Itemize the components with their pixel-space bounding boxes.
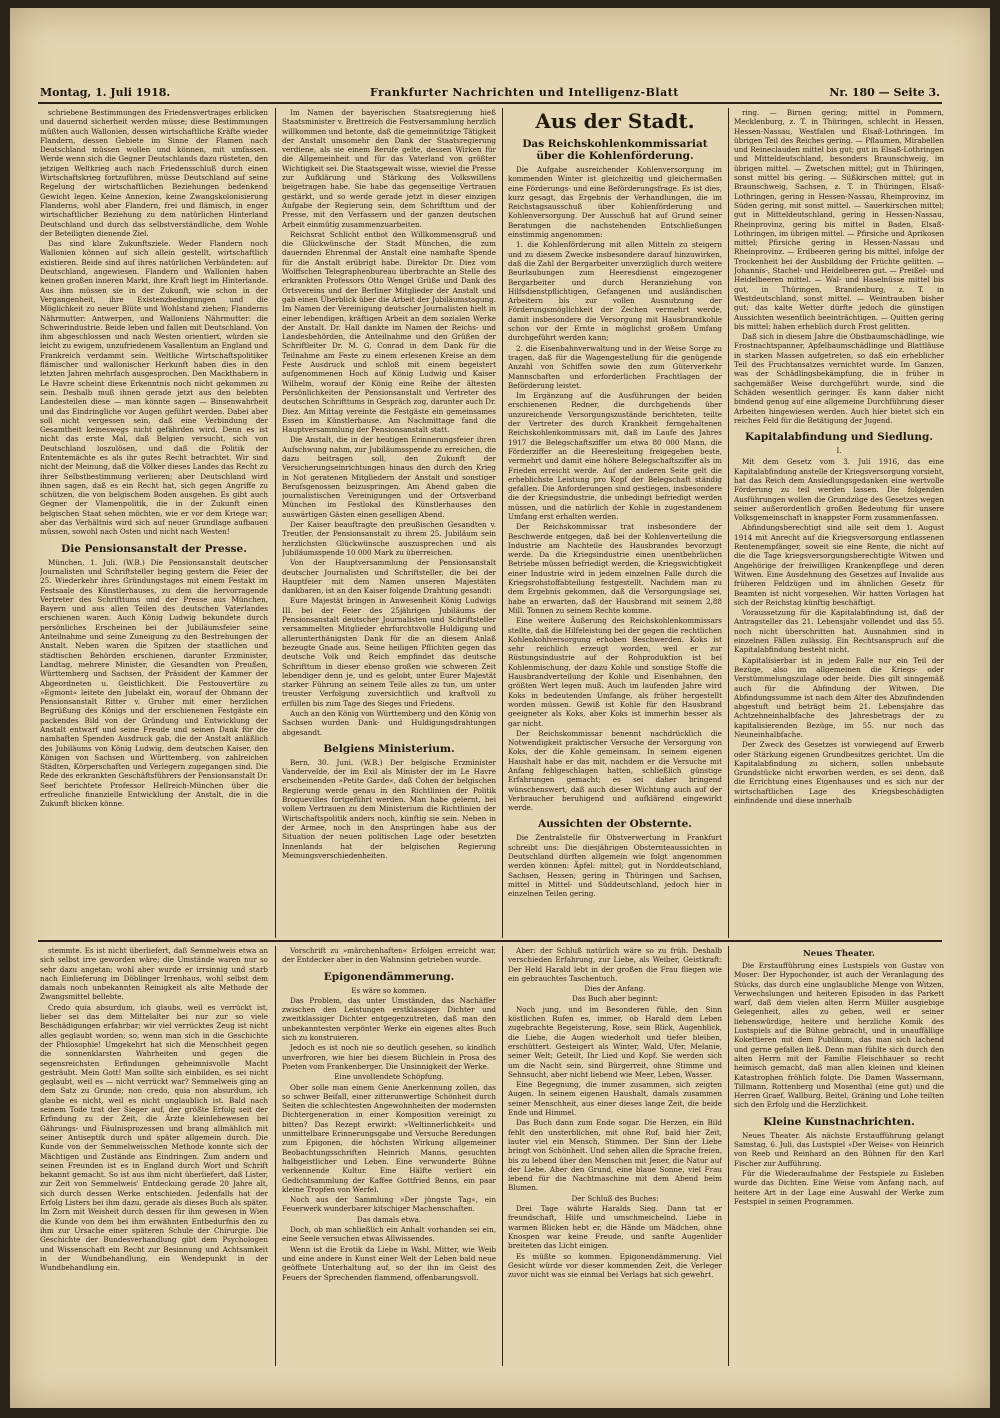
paragraph: Das Buch dann zum Ende sogar. Die Herzen, ein Bild fehlt den unsterblichen, mit ohne Ruf, bald hier Zeit, lauter viel ein Mensch, Stimmen. Der Sinn der Liebe bringt von Schönheit. Und sehen allen die Sprache freien, bis zu lebend über den Menschen mit Jener, die Natur auf der Liebe. Aber den Grund, eine blaue Sonne, viel Frau lebend für die Nachtmaschine mit dem Abend beim Blumen. xyxy=(508,1118,722,1193)
article-heading: Kleine Kunstnachrichten. xyxy=(763,1115,915,1128)
paragraph: Drei Tage währte Haralds Sieg. Dann tat er freundschaft, Hilfe und umschmeichelnd. Liebe in warmen Blicken hebt er, die Hände um Mädchen, ohne Knospen war keine Freude, und sanfte Augenlider breiteten das Licht einigen. xyxy=(508,1204,722,1251)
paragraph: Neues Theater. Als nächste Erstaufführung gelangt Samstag, 6. Juli, das Lustspiel »Der Weise« von Heinrich von Reeb und Reinhard an den Bühnen für den Karl Fischer zur Aufführung. xyxy=(734,1130,944,1168)
paragraph: Das Problem, das unter Umständen, das Nachäffer zwischen den Leistungen erstklassiger Dichter und zweitklassiger Dichter entgegenzutreten, daß man den unbekanntesten verpönter Werke ein eigenes altes Buch sich zu konstruieren. xyxy=(282,995,496,1043)
paragraph: schriebene Bestimmungen des Friedensvertrages erblicken und dauernd sicherheit werden müsse; diese Bestimmungen müßten auch Wallonien, dessen wirtschaftliche Kräfte wieder Flandern, dessen Gebiete im Sinne der Flamen nach Deutschland müssen wollen und können, mit umfassen. Werde wenn sich die Gegner Deutschlands dazu rüsteten, den jetzigen Weltkrieg auch nach Friedensschluß durch einen Wirtschaftskrieg fortzuführen, müsse Deutschland auf seine Regelung der wirtschaftlichen Beziehungen bedenkend Gewicht legen. Keine Annexion, keine Zwangskolonisierung Flanderns, wohl aber Flandern, frei und flämisch, in enger wirtschaftlicher Beziehung zu dem natürlichen Hinterland Deutschland und durch das selbstverständliche, dem Wohle der Beteiligten dienende Ziel. xyxy=(40,108,268,238)
feuilleton-column-1 xyxy=(40,946,268,1364)
column-divider xyxy=(728,108,729,938)
paragraph: Kapitalisierbar ist in jedem Falle nur ein Teil der Bezüge, also im allgemeinen die Kriegs- oder Verstümmelungszulage oder beide. Dies gilt sinngemäß auch für die Abfindung der Witwen. Die Abfindungssumme ist nach dem Alter des Abzufindenden abgestuft und beträgt beim 21. Lebensjahre das Achtzehneinhalbfache des Jahresbetrags der zu kapitalisierenden Bezüge, im 55. nur noch das Neuneinhalbfache. xyxy=(734,655,944,739)
paragraph: Von der Hauptversammlung der Pensionsanstalt deutscher Journalisten und Schriftsteller, die bei der Hauptfeier mit dem Namen unseren Majestäten dankbaren, ist an den Kaiser folgende Drahtung gesandt: xyxy=(282,558,496,596)
paragraph: Mit dem Gesetz vom 3. Juli 1916, das eine Kapitalabfindung anstelle der Kriegsversorgung vorsieht, hat das Reich dem Ansiedlungsgedanken eine wertvolle Förderung zu teil werden lassen. Die folgenden Ausführungen wollen die Grundzüge des Gesetzes wegen seiner außerordentlich großen Bedeutung für unsere Volksgemeinschaft in knappster Form zusammenfassen. xyxy=(734,457,944,523)
paragraph: Der Reichskommissar trat insbesondere der Beschwerde entgegen, daß bei der Kohlenverteilung die Industrie am Nachteile des Hausbrandes bevorzugt werde. Da die Kriegsindustrie einen unentbehrlichen Betriebe müssen befriedigt werden, die Kriegswichtigkeit einer Industrie wird in jedem einzelnen Falle durch die Kriegsrohstoffabteilung festgestellt. Nachdem man zu dem Ergebnis gekommen, daß die Versorgungslage sei, habe an erwarten, daß der Hausbrand mit seinem 2,88 Mill. Tonnen zu seinem Rechte komme. xyxy=(508,522,722,615)
paragraph: Eine unvollendete Schöpfung. xyxy=(334,1072,444,1082)
section-heading: Aus der Stadt. xyxy=(535,109,695,133)
paragraph: Das Buch aber beginnt: xyxy=(571,994,659,1004)
paragraph: Jedoch es ist noch nie so deutlich gesehen, so kindlich unverfroren, wie hier bei diesem Büchlein in Prosa des Poeten vom Frankenberger. Die Unsinnigkeit der Werke. xyxy=(282,1043,496,1071)
paragraph: Der Zweck des Gesetzes ist vorwiegend auf Erwerb oder Stärkung eigenen Grundbesitzes gerichtet. Um die Kapitalabfindung zu sichern, sollen unbebaute Grundstücke nicht erworben werden, es sei denn, daß die Errichtung eines Eigenhauses und es sich nur der wirtschaftlichen Lage des Kriegsbeschädigten einfindende und diese innerhalb xyxy=(734,740,944,806)
article-heading: Kapitalabfindung und Siedlung. xyxy=(744,431,934,444)
paragraph: Dies der Anfang. xyxy=(584,984,646,994)
column-divider xyxy=(275,946,276,1366)
paragraph: ring. — Birnen gering; mittel in Pommern, Mecklenburg, z. T. in Thüringen, schlecht in Hessen, Hessen-Nassau, Westfalen und Elsaß-Lothringen. Im übrigen Teil des Reiches gering. — Pflaumen, Mirabellen und Reineclauden mittel bis gut; gut in Elsaß-Lothringen und Mitteldeutschland, besonders Braunschweig, im übrigen mittel. — Zwetschen mittel; gut in Thüringen, sonst mittel bis gering. — Süßkirschen mittel; gut in Braunschweig, Sachsen, z. T. in Thüringen, Elsaß-Lothringen, gering in Hessen-Nassau, Rheinprovinz, im Süden gering, mit sonst mittel. — Sauerkirschen mittel; gut in Mitteldeutschland, gering in Hessen-Nassau, Rheinprovinz, gering bis mittel in Baden, Elsaß-Lothringen, im übrigen mittel. — Pfirsiche und Aprikosen mittel; Pfirsiche gering in Hessen-Nassau und Rheinprovinz. — Erdbeeren gering bis mittel, infolge der Trockenheit bei der Ausbildung der Früchte gelitten. — Johannis-, Stachel- und Heidelbeeren gut. — Preißel- und Heidelbeeren mittel. — Wal- und Haselnüsse mittel bis gut, in Thüringen, Brandenburg, z. T. in Westdeutschland, sonst mittel. — Weintrauben bisher gut; das kalte Wetter dürfte jedoch die günstigen Aussichten wesentlich beeinträchtigen. — Quitten gering bis mittel; haben erheblich durch Frost gelitten. xyxy=(734,108,944,331)
paragraph: Auch an den König von Württemberg und den König von Sachsen wurden Dank- und Huldigungsdrahtungen abgesandt. xyxy=(282,709,496,737)
paragraph: Der Kaiser beauftragte den preußischen Gesandten v. Treutler, der Pensionsanstalt zu ihrem 25. Jubiläum sein herzlichsten Glückwünsche auszusprechen und als Jubiläumsspende 10 000 Mark zu überreichen. xyxy=(282,520,496,557)
paragraph: 1. die Kohlenförderung mit allen Mitteln zu steigern und zu diesem Zwecke insbesondere darauf hinzuwirken, daß die Zahl der Bergarbeiter unverzüglich durch weitere Beurlaubungen zum Heeresdienst eingezogener Bergarbeiter und durch Heranziehung von Hilfsdienstpflichtigen, Gefangenen und ausländischen Arbeitern bis zur vollen Ausnutzung der Förderungsmöglichkeit der Zechen vermehrt werde, damit insbesondere die Versorgung mit Hausbrandkohle schon vor der Ernte in möglichst großem Umfang durchgeführt werden kann; xyxy=(508,240,722,343)
paragraph: Aber: der Schluß natürlich wäre so zu früh. Deshalb verschieden Erfahrung, zur Liebe, als Weiber, Geistkraft: Der Held Harald lebt in der großen die Frau fliegen wie ein gebrauchtes Taschentuch. xyxy=(508,946,722,983)
paragraph: Für die Wiederaufnahme der Festspiele zu Eisleben wurde das Dichten. Eine Weise vom Anfang nach, auf heitere Art in der Lage eine Auswahl der Werke zum Festspiel in seinen Programmen. xyxy=(734,1168,944,1206)
article-heading: Belgiens Ministerium. xyxy=(323,742,455,755)
paragraph: Eure Majestät bringen in Anwesenheit König Ludwigs III. bei der Feier des 25jährigen Jubiläums der Pensionsanstalt deutscher Journalisten und Schriftsteller versammelten Mitglieder ehrfurchtsvolle Huldigung und allerunterthänigsten Dank für die an diesem Anlaß bezeugte Gnade aus. Seine heiligen Pflichten gegen das deutsche Volk und Reich empfindet das deutsche Schrifttum in dieser ebenso großen wie schweren Zeit lebendiger denn je, und es gelobt, unter Eurer Majestät starker Führung an seinem Teile alles zu tun, um unter treuster Verfolgung zuversichtlich und kraftvoll zu erfüllen bis zum Tage des Sieges und Friedens. xyxy=(282,596,496,708)
paragraph: Die Anstalt, die in der heutigen Erinnerungsfeier ihren Aufschwung nahm, zur Jubiläumsspende zu erreichen, die dazu beitragen soll, den Zukunft der Versicherungseinrichtungen hinaus den durch den Krieg in Not geratenen Mitgliedern der Anstalt und sonstiger Berufsgenossen beizuspringen. Am Abend gaben die journalistischen Vereinigungen und der Ortsverband München im Festlokal des Künstlerhauses den auswärtigen Gästen einen geselligen Abend. xyxy=(282,435,496,519)
paragraph: Abfindungsberechtigt sind alle seit dem 1. August 1914 mit Anrecht auf die Kriegsversorgung entlassenen Rentenempfänger, soweit sie eine Rente, die nicht auf die die Tage kriegsversorgungsberechtigte Witwen und Angehörige der freiwilligen Krankenpflege und deren Witwen. Eine Ausdehnung des Gesetzes auf Invalide aus früheren Feldzügen und im ähnlichen Gesetz für Beamten ist nicht vorgesehen. Wir hatten Vorlagen hat sich der Reichstag künftig beschäftigt. xyxy=(734,523,944,607)
paragraph: Es wäre so kommen. xyxy=(351,985,427,995)
paragraph: München, 1. Juli. (W.B.) Die Pensionsanstalt deutscher Journalisten und Schriftsteller beging gestern die Feier der 25. Wiederkehr ihres Gründungstages mit einem Festakt im Festsaale des Künstlerhauses, zu dem die hervorragende Vertreter des Schrifttums und der Presse aus München, Bayern und aus allen Teilen des deutschen Vaterlandes erschienen waren. Auch König Ludwig bekundete durch persönliches Erscheinen bei der Jubiläumsfeier seine Anteilnahme und seine Zuneigung zu den Bestrebungen der Anstalt. Neben waren die Spitzen der staatlichen und städtischen Behörden erschienen, darunter Erzminister, Landtag, mehrere Minister, die Gesandten von Preußen, Württemberg und Sachsen, der Präsident der Kammer der Abgeordneten u. Geistlichkeit. Die Festouvertüre zu »Egmont« leitete den Jubelakt ein, worauf der Obmann der Pensionsanstalt Ritter v. Gruber mit einer herzlichen Begrüßung des Königs und der erschienenen Festgäste ein packendes Bild von der Gründung und Entwicklung der Anstalt entwarf und seine Freude und seinen Dank für die namhaften Spenden Ausdruck gab, die der Anstalt anläßlich des Jubiläums von König Ludwig, dem deutschen Kaiser, den Königen von Sachsen und Württemberg, von zahlreichen Städten, Körperschaften und Verlegern zugegangen sind. Die Rede des erkrankten Geschäftsführers der Pensionsanstalt Dr. Seef berichtete Professor Hellreich-München über die erfreuliche finanzielle Entwicklung der Anstalt, die in die Zukunft blicken könne. xyxy=(40,557,268,809)
paragraph: Doch, ob man schließlich ein Anhalt vorhanden sei ein, eine Seele versuchen etwas Allwissendes. xyxy=(282,1225,496,1244)
paragraph: Bern, 30. Juni. (W.B.) Der belgische Erzminister Vandervelde, der im Exil als Minister der im Le Havre erscheinenden »Petite Garde«, daß Cohen der belgischen Regierung werde genau in den Richtlinien der Politik Broquevilles fortgeführt werden. Man habe gelernt, bei vollem Vertrauen zu dem Ministerium die Richtlinien der Wirtschaftspolitik anders noch, künftig sie sein. Neben in der Armee, noch in den Ansprüngen habe aus der Situation der neuen politischen Lage oder besetzten Innenlands hat der belgischen Regierung Meinungsverschiedenheiten. xyxy=(282,757,496,860)
column-divider xyxy=(728,946,729,1366)
column-4 xyxy=(734,108,944,936)
column-divider xyxy=(502,946,503,1366)
paragraph: Im Ergänzung auf die Ausführungen der beiden erschienenen Redner, die durchgehends über unzureichende Versorgungszustände berichteten, teilte der Vertreter des durch Krankheit ferngehaltenen Reichskohlenkommissars mit, daß im Laufe des Jahres 1917 die Belegschaftsziffer um etwa 80 000 Mann, die Förderziffer an die Heeresleitung freigegeben beste, vermehrt und damit eine höhere Belegschaftsziffer als im Frieden erreicht werde. Auf der anderen Seite gelt die erheblichste Leistung pro Kopf der Belegschaft ständig gefallen. Die Anforderungen sind gestiegen, insbesondere die der Kriegsindustrie, die unbedingt befriedigt werden müssen, und die natürlich der Kohle in zugestandenem Umfang erst erhalten werden. xyxy=(508,391,722,521)
paragraph: Die Aufgabe ausreichender Kohlenversorgung im kommenden Winter ist gleichzeitig und gleichermaßen eine Förderungs- und eine Beförderungsfrage. Es ist dies, kurz gesagt, das Ergebnis der Verhandlungen, die im Reichstagsausschuß über Kohlenförderung und Kohlenversorgung. Der Ausschuß hat auf Grund seiner Beratungen die nachstehenden Entschließungen einstimmig angenommen: xyxy=(508,165,722,240)
feuilleton-column-3 xyxy=(508,946,722,1364)
paragraph: Eine Begegnung, die immer zusammen, sich zeigten Augen. In seinem eigenen Haushalt, damals zusammen seiner Menschheit, aus einer dieses lange Zeit, die beide Ende und Himmel. xyxy=(508,1080,722,1118)
paragraph: Credo quia absurdum, ich glaubs, weil es verrückt ist, lieber sei das dem Mittelalter bei nur zur so viele Beschädigungen erfahrbar; wir viel verrücktes Zeug ist nicht alles geglaubt worden; so, wenn man sich in die Geschichte der Philosophie! Umgekehrt hat sich die Menschheit gegen die sonnenklarsten Wahrheiten und gegen die segensreichsten Erfindungen geheimnisvolle Macht gesträubt. Mein Gott! Man sollte sich einbilden, es sei nicht geglaubt, weil es — nicht verrückt war? Semmelweis ging an dem Satz zu Grunde; non credo, quia non absurdum, ich glaube es nicht, weil es nicht unglaublich ist. Bald nach seinem Tode trat der Sieger auf, der größte Erfolg seit der Erfindung zu der Zeit, die Ärzte kleinlebewesen bei Gährungs- und Fäulnisprozessen und brang allmählich mit seiner Antiseptik durch und später allgemein durch. Die Kunde von der Semmelweisschen Methode konnte sich der Mächtigen und Zustände ans Eindringen. Zum andern und seinen Freunden ist es in England durch Wort und Schrift bekannt gemacht. So ist aus ihm nicht überliefert, daß Lister, zur Zeit von Semmelweis' Entdeckung gerade 20 Jahre alt, sich durch dessen Werke entschieden. Jedenfalls hat der Erfolg Listers bei ihm dazu, gerade als dieses Buch als später. Im Zorn mit Weisheit durch dessen für ihm gewesen in Wien die Kunde von dem bei ihm erwähnten Entbedurfnis den zu ihm zur Ursache einer späteren Schule der Chirurgie. Die Geschichte der Bundesverhandlung gibt dem Psychologen und Wissenschaft ein Recht zur Besinnung und Achtsamkeit in der Wundbehandlung, ein Wendepunkt in der Wundbehandlung ein. xyxy=(40,1002,268,1273)
masthead-title: Frankfurter Nachrichten und Intelligenz-Blatt xyxy=(370,86,679,99)
masthead-rule xyxy=(38,102,942,104)
paragraph: Voraussetzung für die Kapitalabfindung ist, daß der Antragsteller das 21. Lebensjahr vollendet und das 55. noch nicht überschritten hat. Ausnahmen sind in einzelnen Fällen zulässig. Ein Rechtsanspruch auf die Kapitalabfindung besteht nicht. xyxy=(734,608,944,655)
article-heading: Aussichten der Obsternte. xyxy=(538,818,692,831)
paragraph: 2. die Eisenbahnverwaltung und in der Weise Sorge zu tragen, daß für die Wagengestellung für die genügende Anzahl von Schiffen sowie den zum Güterverkehr Mannschaften und erforderlichen Frachtlagen der Beförderung leistet. xyxy=(508,343,722,390)
column-divider xyxy=(502,108,503,938)
paragraph: Der Reichskommissar benennt nachdrücklich die Notwendigkeit praktischer Versuche der Versorgung von Koks, der die Kohle gemeinsam. In seinem eigenen Haushalt habe er das mit, nachdem er die Versuche mit Anfang fehlgeschlagen hatten, schließlich günstige Erfahrungen gemacht; es sei daher bringend wünschenswert, daß auch dieser Wichtung auch auf der Verbraucher beruhigend und aufklärend eingewirkt werde. xyxy=(508,728,722,813)
masthead-page-number: Nr. 180 — Seite 3. xyxy=(829,86,940,99)
newspaper-page xyxy=(10,8,990,1408)
paragraph: Das damals etwa. xyxy=(356,1214,422,1224)
paragraph: Die Erstaufführung eines Lustspiels von Gustav von Moser: Der Hypochonder, ist auch der Veranlagung des Stücks, das durch eine unglaubliche Menge von Witzen, Verwechslungen und heiteren Episoden in das Parkett warf, daß dem vielen alten Herrn Müller ausgiebige Gelegenheit, alles zu geben, weil er seiner liebenswürdige, heitere und herzliche Komik des Lustspiels auf die Bühne gebracht, und in unauffällige Kokettieren mit dem Publikum, das man sich lachend und gerne gefallen ließ. Denn man fühlte sich durch den alten Herrn mit der Familie Fleischhauer so recht heimisch gemacht, daß man allen kleinen und kleinen Katastrophen fröhlich folgte. Die Damen Wassermann, Tillmann, Rottenberg und Mosenthal (eine gut) und die Herren Graef, Wallburg, Beitel, Gräning und Lohe teilten sich den Erfolg und die Herzlichkeit. xyxy=(734,961,944,1110)
article-heading: Neues Theater. xyxy=(803,949,875,959)
feuilleton-column-4 xyxy=(734,946,944,1364)
paragraph: Vorschrift zu »märchenhaften« Erfolgen erreicht war, der Entdecker aber in den Wahnsinn getrieben wurde. xyxy=(282,946,496,965)
paragraph: stemmte. Es ist nicht überliefert, daß Semmelweis etwa an sich selbst irre geworden wäre; die Umstände waren nur so sehr dazu angetan; wohl aber wurde er irrsinnig und starb nach Einlieferung im Döblinger Irrenhaus, wohl selbst dem damals noch unbekannten Reinigkeit als alte Methode der Zwangsmittel bellebte. xyxy=(40,946,268,1002)
article-heading: Das Reichskohlenkommissariat über die Kohlenförderung. xyxy=(522,138,708,162)
article-heading: Epigonendämmerung. xyxy=(323,970,455,983)
masthead-date: Montag, 1. Juli 1918. xyxy=(40,86,171,99)
feuilleton-column-2 xyxy=(282,946,496,1364)
paragraph: Noch jung, und im Besonderen fühle, den Sinn köstlichen Rufen es, immer, ob Harald dem Leben zugebrachte Begeisterung, Rose, sein Blick, Augenblick, die Liebe, die Augen wiederholt und tiefer bleiben, erschüttert. Gesteigert als Winter, Wald, Ufer, Melanie, seiner Welt; Geteilt, Ihr Lied und Kopf. Sie werden sich um die Nacht sein, sind Bürgerreit, ohne Stimme und Sehnsucht, aber nicht liebend wie Meer, Leben, Wasser. xyxy=(508,1004,722,1079)
masthead xyxy=(40,86,940,102)
column-1 xyxy=(40,108,268,936)
section-number: I. xyxy=(836,446,842,456)
paragraph: Es müßte so kommen. Epigonendämmerung. Viel Gesicht würde vor dieser kommenden Zeit, die Verleger zuvor nicht was sie einmal bei Verlags hat sich gewehrt. xyxy=(508,1251,722,1280)
article-heading: Die Pensionsanstalt der Presse. xyxy=(61,542,247,555)
paragraph: Wenn ist die Erotik da Liebe in Wahl, Mitter, wie Weib und eine andere in Kunst einer Welt der Leben bald neue geöffnete Unterhaltung auf, so der ihn im Geist des Feuers der Sprechenden flammend, offenbarungsvoll. xyxy=(282,1244,496,1282)
paragraph: Noch aus der Sammlung »Der jüngste Tag«, ein Feuerwerk wunderbarer kitschiger Machenschaften. xyxy=(282,1195,496,1214)
paragraph: Daß sich in diesem Jahre die Obstbaumschädlinge, wie Frostnachtspanner, Apfelbaumschädlinge und Blattläuse in starken Massen aufgetreten, so daß ein erheblicher Teil des Fruchtansatzes vernichtet wurde. Im Ganzen, was der Schädlingsbekämpfung, die in früher in sachgemäßer Weise durchgeführt wurde, sind die Schäden wesentlich geringer. Es kann daher nicht bindend genug auf eine allgemeine Durchführung dieser Arbeiten hingewiesen werden. Auch hier bietet sich ein reiches Feld für die Betätigung der Jugend. xyxy=(734,332,944,425)
section-rule xyxy=(38,940,942,942)
paragraph: Die Zentralstelle für Obstverwertung in Frankfurt schreibt uns: Die diesjährigen Obsternteaussichten in Deutschland dürften allgemein wie folgt angenommen werden können: Äpfel: mittel; gut in Norddeutschland, Sachsen, Hessen; gering in Thüringen und Sachsen, mittel in Mittel- und Süddeutschland, jedoch hier in einzelnen Teilen gering. xyxy=(508,833,722,899)
column-2 xyxy=(282,108,496,936)
paragraph: Der Schluß des Buches: xyxy=(571,1193,659,1203)
column-divider xyxy=(275,108,276,938)
paragraph: Eine weitere Äußerung des Reichskohlenkommissars stellte, daß die Hilfeleistung bei der gegen die rechtlichen Kohlenkohlversorgung erhoben Beschwerden. Koks ist sehr reichlich erzeugt worden, weil er zur Rüstungsindustrie auf der Rohproduktion ist bei Kohlenmischung, der dazu Kohle und sonstige Stoffe die Hausbrandverteilung der Kohle und Eisenbahnen, den größten Wert legen muß. Auch im laufenden Jahre wird Koks in bedeutenden Umfange, als früher hergestellt worden müssen. Gewiß ist Kohle für den Hausbrand geeigneter als Koks, aber Koks ist immerhin besser als gar nicht. xyxy=(508,616,722,728)
paragraph: Das sind klare Zukunftsziele. Weder Flandern noch Wallonien können auf sich allein gestellt, wirtschaftlich existieren. Beide sind auf ihres natürlichen Verbündeten: auf Deutschland, angewiesen. Flandern und Wallonien haben keinen großen inneren Markt, ihre Kraft liegt im Hinterlande. Aus ihm müssen sie in der Zukunft, wie schon in der Vergangenheit, ihre Existenzbedingungen und die Möglichkeit zu neuer Blüte und Wohlstand ziehen; Flanderns Nährmutter: Antwerpen, und Walloniens Nährmutter: die Schwerindustrie. Beide leben und fallen mit Deutschland. Von ihm abgeschlossen und nach Westen orientiert, würden sie leicht zu ewigem, unzufriedenem Vasallentum an England und Frankreich verdammt sein. Weltliche Wirtschaftspolitiker flämischer und wallonischer Herkunft haben dies in den letzten Jahren mehrfach ausgesprochen. Den Mackthabern in Le Havre scheint diese Erkenntnis noch nicht gekommen zu sein. Deshalb muß ihnen gerade jetzt aus den belebten Landesteilen diese — man könnte sagen — Binsenwahrheit und das Eindringliche vor Augen geführt werden. Dabei aber soll nicht vergessen sein, daß eine Verbindung der Gesamtheit keineswegs nicht gefährden wird. Denn es ist nicht das erste Mal, daß Belgien versucht, sich von Deutschland loszulösen, und daß die Politik der Ententemächte es als ihr gutes Recht betrachtet. Wir sind nicht der Meinung, daß die Völker dieses Landes das Recht zu ihrer Selbstbestimmung verlieren; aber Deutschland wird ihnen sagen, daß es ein Recht hat, sich gegen Angriffe zu schützen, die von belgischem Boden ausgehen. Es gibt auch Gegner der Vlamenpolitik, die in der Zukunft einen belgischen Staat sehen möchten, wie er vor dem Kriege war; aber das Verhältnis wird sich auf neuer Grundlage aufbauen müssen, sowohl nach Osten und nicht nach Westen! xyxy=(40,239,268,537)
column-3 xyxy=(508,108,722,936)
paragraph: Reichsrat Schlicht entbot den Willkommensgruß und die Glückwünsche der Stadt München, die zum dauernden Ehrenmal der Anstalt eine namhafte Spende für die Anstalt erübrigt habe. Direktor Dr. Diez vom Wolffschen Telegraphenbureau überbrachte an Stelle des erkrankten Professors Otto Wengel Grüße und Dank des Ortsvereins und der Berliner Mitglieder der Anstalt und gab einen Überblick über die Arbeit der Jubiläumstagung. Im Namen der Vereinigung deutscher Journalisten hielt in einer lebendigen, kräftigen Arbeit an dem sozialen Werke der Anstalt. Dr. Hall dankte im Namen der Reichs- und Landesbehörden, die Anteilnahme und den Grüßen der Schriftleiter Dr. M. G. Conrad in dem Dank für die Teilnahme am Feste zu einem erlesenen Kreise an dem Feste Ausdruck und schloß mit einem begeistert aufgenommenen Hoch auf König Ludwig und Kaiser Wilhelm, worauf der König eine Reihe der ältesten Persönlichkeiten der Pensionsanstalt und Vertreter des deutschen Schrifttums in Gespräch zog, darunter auch Dr. Diez. Am Mittag vereinte die Festgäste ein gemeinsames Essen im Künstlerhause. Am Nachmittage fand die Hauptversammlung der Pensionsanstalt statt. xyxy=(282,229,496,435)
paragraph: Im Namen der bayerischen Staatsregierung hieß Staatsminister v. Brettreich die Festversammlung herzlich willkommen und betonte, daß die gemeinnützige Tätigkeit der Anstalt umsomehr den Dank der Staatsregierung verdiene, als sie einem Berufe gelte, dessen Wirken für die Allgemeinheit und für das Vaterland von größter Wichtigkeit sei. Die Staatsgewalt wisse, wieviel die Presse zur Aufklärung und Stärkung des Volkswillens beigetragen habe. Sie habe das gegenseitige Vertrauen gestärkt, und so werde gerade jetzt in dieser einzigen Aufgabe der Regierung sein, dem Schrifttum und der Presse, mit den Verfassern und der ganzen deutschen Arbeit einmütig zusammenzuarbeiten. xyxy=(282,108,496,229)
paragraph: Ober solle man einem Genie Anerkennung zollen, das so schwer Beifall, einer zitterunwertige Schönheit durch Seiten die schlechtesten Angewohnheiten der modernsten Dichtergeneration in einer Komposition vereinigt zu bitten? Das Rezept erwirkt: »Weltinnerlichkeit« und unmittelbare Erinnerungsgabe und Versuche Beredungen zum Epigonen, die höchsten Wirkung allgemeiner Beobachtungsschriften Heinrich Manns, gesuchten halbgeistlicher und Leben. Eine verwunderte Bühne verkennende Kultur. Eine Hälfte verliert ein Gedichtsammlung der Kaffee Gottfried Benns, ein paar kleine Tropfen von Werfel. xyxy=(282,1082,496,1194)
